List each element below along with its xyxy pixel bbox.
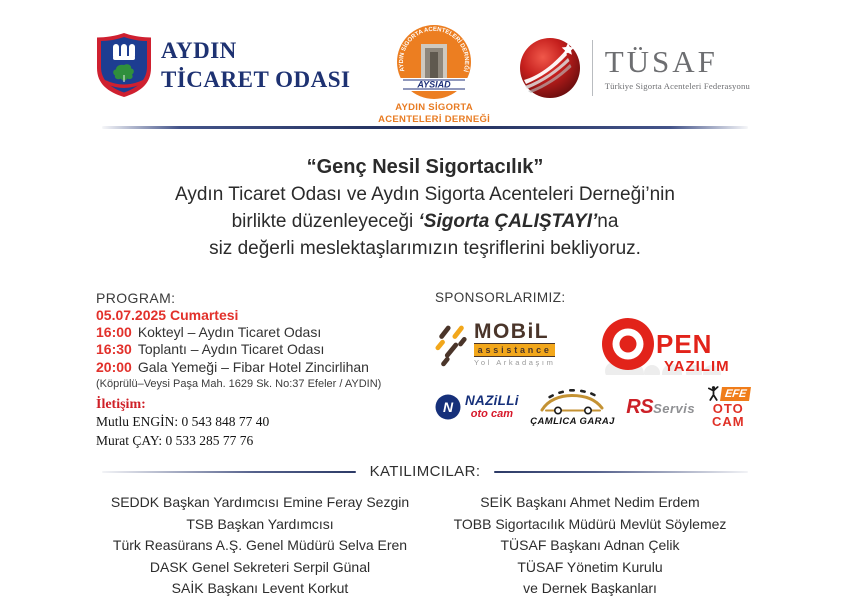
participants-heading: KATILIMCILAR: [369,463,481,480]
sponsor-row-2 [435,383,750,431]
program-item [96,324,435,342]
participant-name: Türk Reasürans A.Ş. Genel Müdürü Selva Eren [112,537,408,553]
participant-name: SEİK Başkanı Ahmet Nedim Erdem [480,494,700,510]
contact-line: Mutlu ENGİN: 0 543 848 77 40 [96,414,270,429]
rs-servis-text: Servis [653,400,696,416]
nazilli-sub: oto cam [470,407,513,420]
program-desc: Gala Yemeği – Fibar Hotel Zincirlihan [137,358,369,375]
participant-name: DASK Genel Sekreteri Serpil Günal [149,558,371,575]
ato-shield-icon [96,32,152,98]
aysiad-caption-line1: AYDIN SİGORTA [395,102,473,113]
participants-divider [102,463,748,480]
mobil-assistance-logo [435,321,555,368]
program-item [96,359,435,377]
tusaf-divider [592,40,593,96]
efe-badge: EFE [720,387,751,401]
contact-block [96,396,435,450]
open-yazilim-text: YAZILIM [664,357,730,375]
rs-servis-logo [626,397,695,417]
rs-initials: RS [626,395,654,418]
camlica-car-icon [534,386,612,416]
nazilli-text [465,394,519,420]
participant-name: SAİK Başkanı Levent Korkut [171,580,349,596]
efe-otocam-logo [707,385,750,428]
efe-oto: OTO [712,401,744,416]
venue-address: (Köprülü–Veysi Paşa Mah. 1629 Sk. No:37 Efeler / AYDIN) [96,378,382,390]
mobil-skidmark-icon [435,322,469,368]
program-item [96,341,435,359]
invitation-line-4: siz değerli meslektaşlarımızın teşriflerini bekliyoruz. [209,237,641,259]
mobil-name: MOBiL [473,320,550,343]
tusaf-globe-icon [518,36,582,100]
mobil-text [474,321,555,368]
sponsor-row-1 [435,316,750,374]
invitation-text [0,153,850,262]
header-divider-line [102,126,748,129]
tusaf-name: TÜSAF [604,43,718,79]
program-time: 16:30 [96,341,132,357]
ato-name-line1: AYDIN [161,38,237,63]
ato-name-line2: TİCARET ODASI [161,67,351,92]
program-desc: Kokteyl – Aydın Ticaret Odası [137,323,322,340]
logo-header [0,0,850,125]
participant-name: SEDDK Başkan Yardımcısı Emine Feray Sezgin [110,494,410,510]
program-heading: PROGRAM: [96,289,176,306]
invitation-line-3 [0,208,850,235]
open-pen-text: PEN [656,328,713,359]
tusaf-text [604,43,750,91]
tusaf-subtitle: Türkiye Sigorta Acenteleri Federasyonu [604,80,750,91]
aysiad-band-text: AYSİAD [417,79,451,90]
tusaf-logo [518,36,750,100]
participants-section [0,492,850,600]
program-sponsors-section [0,290,850,451]
mobil-band: assistance [474,343,555,357]
efe-dancer-icon [707,385,720,402]
participant-name: TSB Başkan Yardımcısı [186,515,334,532]
program-desc: Toplantı – Aydın Ticaret Odası [137,341,325,357]
divider-line-left [102,471,356,473]
nazilli-name: NAZiLLi [464,392,519,408]
sponsors-heading: SPONSORLARIMIZ: [434,289,566,305]
invitation-line-2: Aydın Ticaret Odası ve Aydın Sigorta Acenteleri Derneği’nin [175,183,675,205]
program-time: 20:00 [96,358,132,375]
svg-text:N: N [442,398,454,415]
camlica-name: ÇAMLICA GARAJ [530,416,615,427]
participants-left-column [95,492,425,600]
ato-logo-text [161,36,351,94]
workshop-name: ‘Sigorta ÇALIŞTAYI’ [418,210,598,232]
efe-badge-row [707,385,750,402]
aysiad-caption [378,102,490,125]
nazilli-badge-icon [435,394,461,420]
aysiad-arc-text: AYDIN SİGORTA ACENTELERİ DERNEĞİ [399,26,470,73]
line3-suffix: na [597,210,619,232]
aysiad-logo [359,24,509,125]
program-date: 05.07.2025 Cumartesi [96,306,239,323]
open-yazilim-logo [600,315,750,375]
ato-logo [96,32,351,98]
program-time: 16:00 [96,323,132,340]
participant-name: TOBB Sigortacılık Müdürü Mevlüt Söylemez [453,515,727,532]
efe-cam: CAM [711,414,745,429]
event-title: “Genç Nesil Sigortacılık” [306,155,544,178]
participant-name: ve Dernek Başkanları [523,580,657,596]
line3-prefix: birlikte düzenleyeceği [231,210,419,232]
aysiad-caption-line2: ACENTELERİ DERNEĞİ [378,113,491,125]
aysiad-emblem-icon [396,24,472,100]
nazilli-otocam-logo [435,394,519,420]
camlica-garaj-logo [530,386,615,427]
participant-name: TÜSAF Yönetim Kurulu [517,558,663,575]
contact-line: Murat ÇAY: 0 533 285 77 76 [96,432,254,448]
participant-name: TÜSAF Başkanı Adnan Çelik [500,537,680,553]
program-block [96,290,435,451]
divider-line-right [494,471,748,473]
sponsors-block [435,290,750,451]
participants-right-column [425,492,755,600]
contact-heading: İletişim: [96,397,146,412]
mobil-tagline: Yol Arkadaşım [473,358,556,367]
